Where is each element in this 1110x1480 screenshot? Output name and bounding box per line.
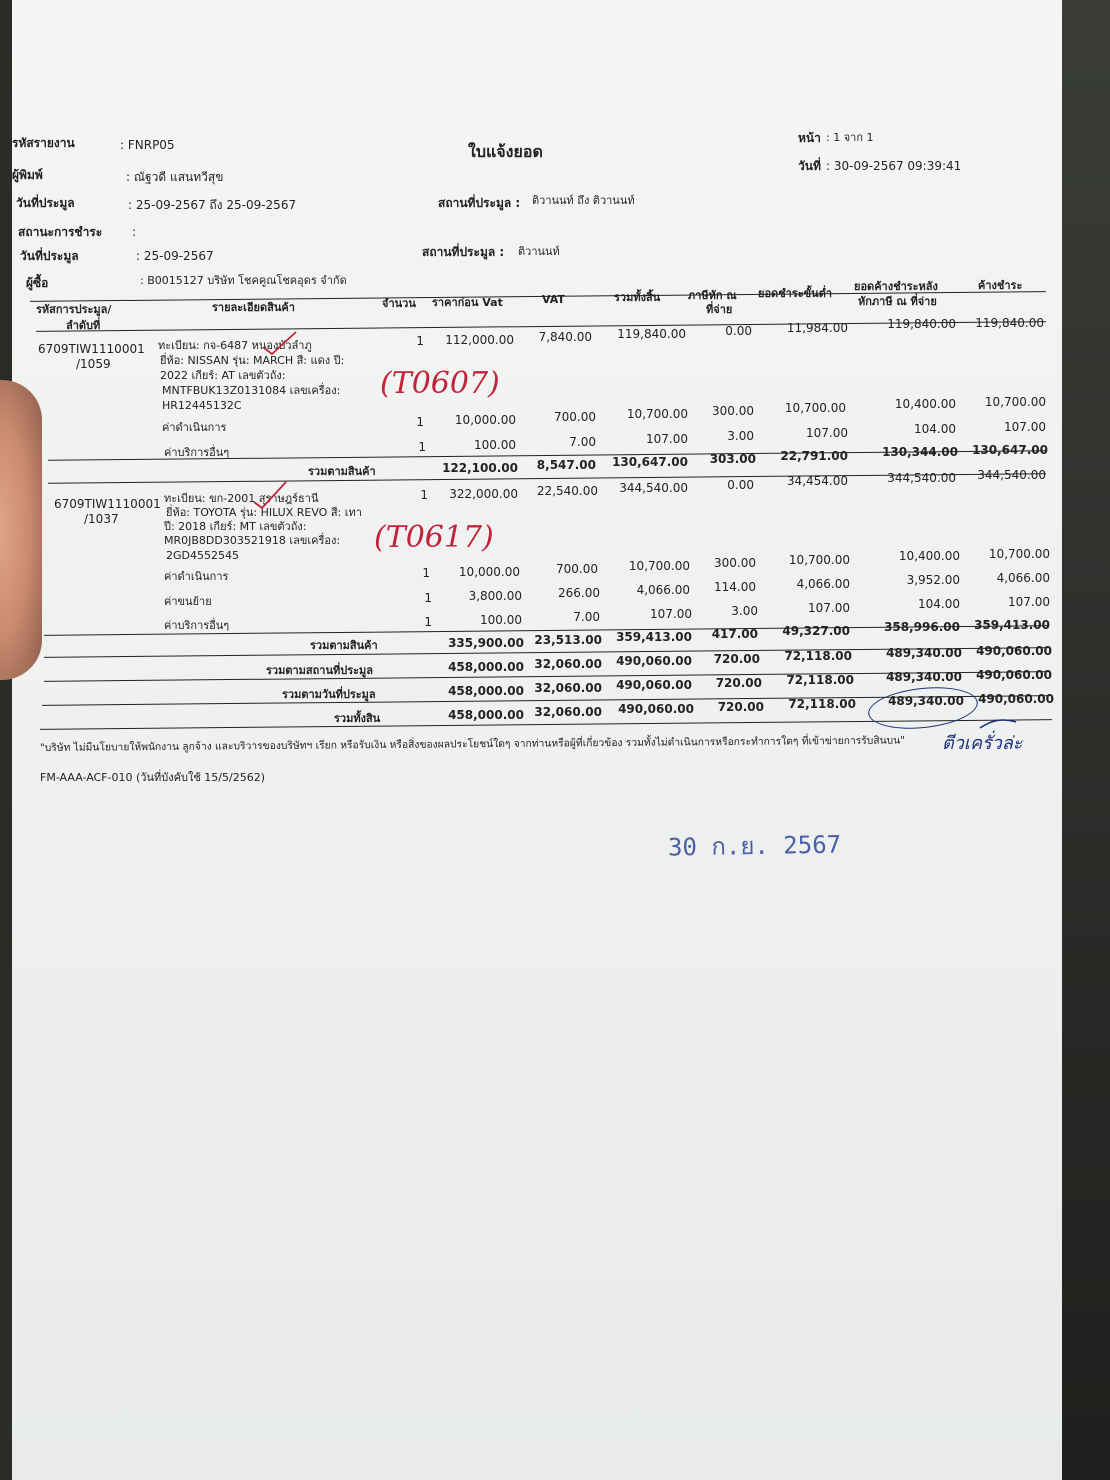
venue-total-due: 490,060.00 xyxy=(976,644,1052,658)
form-code: FM-AAA-ACF-010 (วันที่บังคับใช้ 15/5/2562) xyxy=(40,771,265,784)
lot2-fee1-after: 10,400.00 xyxy=(898,549,960,563)
lot1-fee1-vat: 700.00 xyxy=(554,410,596,424)
col-vat: VAT xyxy=(542,293,565,306)
lot1-due: 119,840.00 xyxy=(975,316,1044,330)
lot2-desc4: MR0JB8DD303521918 เลขเครื่อง: xyxy=(164,534,341,547)
lot1-desc4: MNTFBUK13Z0131084 เลขเครื่อง: xyxy=(162,384,341,397)
lot2-fee2-wht: 114.00 xyxy=(714,580,756,594)
grand-total-after: 489,340.00 xyxy=(888,694,964,708)
lot2-fee1-qty: 1 xyxy=(422,566,430,580)
lot1-fee1-label: ค่าดำเนินการ xyxy=(162,421,227,434)
lot2-fee2-qty: 1 xyxy=(424,591,432,605)
lot2-fee3-vat: 7.00 xyxy=(573,610,600,624)
lot2-sum-wht: 417.00 xyxy=(711,627,758,641)
date-stamp: 30 ก.ย. 2567 xyxy=(667,830,842,862)
venue-total-total: 490,060.00 xyxy=(616,654,692,668)
lot1-vat: 7,840.00 xyxy=(538,330,592,344)
lot2-vat: 22,540.00 xyxy=(536,484,598,498)
lot2-fee2-price: 3,800.00 xyxy=(468,589,522,603)
lot2-fee3-due: 107.00 xyxy=(1008,595,1050,609)
lot1-fee2-after: 104.00 xyxy=(914,422,956,436)
col-price: ราคาก่อน Vat xyxy=(432,296,503,309)
lot2-fee2-vat: 266.00 xyxy=(558,586,600,600)
lot1-desc5: HR12445132C xyxy=(162,399,242,412)
date-total-total: 490,060.00 xyxy=(616,678,692,692)
lot2-fee3-min: 107.00 xyxy=(808,601,850,615)
grand-total-due: 490,060.00 xyxy=(978,692,1054,706)
lot1-fee2-qty: 1 xyxy=(418,440,426,454)
auction-date2-label: วันที่ประมูล xyxy=(20,249,79,263)
lot2-desc1: ทะเบียน: ขก-2001 สุราษฎร์ธานี xyxy=(164,492,319,505)
lot2-fee1-vat: 700.00 xyxy=(556,562,598,576)
lot1-fee2-min: 107.00 xyxy=(806,426,848,440)
lot2-desc3: ปี: 2018 เกียร์: MT เลขตัวถัง: xyxy=(164,520,307,533)
lot1-sum-min: 22,791.00 xyxy=(780,449,848,463)
venue-value: ติวานนท์ ถึง ติวานนท์ xyxy=(532,194,635,207)
lot1-sum-total: 130,647.00 xyxy=(612,455,688,469)
venue-total-wht: 720.00 xyxy=(713,652,760,666)
lot2-fee3-wht: 3.00 xyxy=(731,604,758,618)
grand-total-min: 72,118.00 xyxy=(788,697,856,711)
lot1-sum-label: รวมตามสินค้า xyxy=(308,465,376,478)
lot1-sum-wht: 303.00 xyxy=(709,452,756,466)
page-title: ใบแจ้งยอด xyxy=(468,142,543,161)
lot1-fee2-price: 100.00 xyxy=(474,438,516,452)
statement-paper xyxy=(12,0,1062,1480)
lot1-sum-due: 130,647.00 xyxy=(972,443,1048,457)
lot2-fee1-price: 10,000.00 xyxy=(458,565,520,579)
payment-status-value: : xyxy=(132,225,137,239)
printer-label: ผู้พิมพ์ xyxy=(12,168,43,182)
lot2-fee1-total: 10,700.00 xyxy=(628,559,690,573)
venue-total-price: 458,000.00 xyxy=(448,660,524,674)
venue-label: สถานที่ประมูล : xyxy=(438,196,521,210)
lot1-fee1-price: 10,000.00 xyxy=(454,413,516,427)
red-checkmark-2 xyxy=(252,480,288,510)
handwritten-lot1-code: (T0607) xyxy=(380,366,500,401)
policy-note: "บริษัท ไม่มีนโยบายให้พนักงาน ลูกจ้าง และบริวารของบริษัทฯ เรียก หรือรับเงิน หรือสิ่งของผลประโยชน์ใดๆ จากท่านหรือผู้ที่เกี่ยวข้อง รวมทั้งไม่ดำเนินการหรือกระทำการใดๆ ที่เข้าข่ายการรับสินบน" xyxy=(39,734,905,754)
thumb xyxy=(0,380,42,680)
lot1-after: 119,840.00 xyxy=(887,317,956,331)
lot1-sum-after: 130,344.00 xyxy=(882,445,958,459)
col-total: รวมทั้งสิ้น xyxy=(614,291,661,304)
venue-total-min: 72,118.00 xyxy=(784,649,852,663)
lot2-fee1-wht: 300.00 xyxy=(714,556,756,570)
lot2-fee1-min: 10,700.00 xyxy=(788,553,850,567)
col-after2: หักภาษี ณ ที่จ่าย xyxy=(858,295,937,308)
date-total-due: 490,060.00 xyxy=(976,668,1052,682)
lot1-fee1-min: 10,700.00 xyxy=(784,401,846,415)
lot2-fee3-label: ค่าบริการอื่นๆ xyxy=(164,619,230,632)
lot2-sum-vat: 23,513.00 xyxy=(534,633,602,647)
lot2-fee2-after: 3,952.00 xyxy=(906,573,960,587)
lot2-after: 344,540.00 xyxy=(887,471,956,485)
page-label: หน้า xyxy=(798,131,821,145)
report-code-value: : FNRP05 xyxy=(120,138,175,152)
lot1-code: 6709TIW1110001 xyxy=(38,342,145,356)
circled-amount xyxy=(866,682,980,733)
col-code2: ลำดับที่ xyxy=(66,319,101,332)
lot2-fee1-due: 10,700.00 xyxy=(988,547,1050,561)
handwritten-lot2-code: (T0617) xyxy=(374,520,494,555)
venue-total-label: รวมตามสถานที่ประมูล xyxy=(266,664,374,677)
print-date-label: วันที่ xyxy=(798,159,821,173)
lot2-sum-due: 359,413.00 xyxy=(974,618,1050,632)
lot1-fee1-wht: 300.00 xyxy=(712,404,754,418)
grand-total-total: 490,060.00 xyxy=(618,702,694,716)
handwritten-note: ตีวเครั่วล่ะ xyxy=(942,733,1023,754)
lot2-sum-price: 335,900.00 xyxy=(448,636,524,650)
lot2-fee1-label: ค่าดำเนินการ xyxy=(164,570,229,583)
lot2-code: 6709TIW1110001 xyxy=(54,497,161,511)
col-code: รหัสการประมูล/ xyxy=(36,303,112,316)
lot1-sum-vat: 8,547.00 xyxy=(536,458,596,472)
lot1-seq: /1059 xyxy=(76,357,111,371)
payment-status-label: สถานะการชำระ xyxy=(18,225,103,239)
lot1-fee2-wht: 3.00 xyxy=(727,429,754,443)
grand-total-price: 458,000.00 xyxy=(448,708,524,722)
lot2-fee3-price: 100.00 xyxy=(480,613,522,627)
lot1-fee1-total: 10,700.00 xyxy=(626,407,688,421)
date-total-after: 489,340.00 xyxy=(886,670,962,684)
lot2-seq: /1037 xyxy=(84,512,119,526)
lot1-fee1-qty: 1 xyxy=(416,415,424,429)
col-qty: จำนวน xyxy=(382,297,416,310)
lot2-fee2-label: ค่าขนย้าย xyxy=(164,595,212,608)
printer-value: : ณัฐวดี แสนทวีสุข xyxy=(126,170,224,184)
auction-date-value: : 25-09-2567 ถึง 25-09-2567 xyxy=(128,198,297,212)
date-total-vat: 32,060.00 xyxy=(534,681,602,695)
lot2-fee2-total: 4,066.00 xyxy=(636,583,690,597)
auction-date-label: วันที่ประมูล xyxy=(16,196,75,210)
lot1-desc2: ยี่ห้อ: NISSAN รุ่น: MARCH สี: แดง ปี: xyxy=(160,354,345,367)
lot1-fee2-total: 107.00 xyxy=(646,432,688,446)
buyer-value: : B0015127 บริษัท โชคคูณโชคอุดร จำกัด xyxy=(140,274,347,287)
lot2-sum-min: 49,327.00 xyxy=(782,624,850,638)
lot1-total: 119,840.00 xyxy=(617,327,686,341)
lot1-desc1: ทะเบียน: กจ-6487 หนองบัวลำภู xyxy=(158,339,312,352)
col-detail: รายละเอียดสินค้า xyxy=(212,301,295,314)
date-total-wht: 720.00 xyxy=(715,676,762,690)
grand-total-label: รวมทั้งสิน xyxy=(334,712,381,725)
grand-total-vat: 32,060.00 xyxy=(534,705,602,719)
col-min: ยอดชำระขั้นต่ำ xyxy=(758,287,833,300)
lot2-sum-after: 358,996.00 xyxy=(884,620,960,634)
lot2-fee3-total: 107.00 xyxy=(650,607,692,621)
lot1-price: 112,000.00 xyxy=(445,333,514,347)
date-total-price: 458,000.00 xyxy=(448,684,524,698)
date-total-min: 72,118.00 xyxy=(786,673,854,687)
lot2-desc2: ยี่ห้อ: TOYOTA รุ่น: HILUX REVO สี: เทา xyxy=(166,506,362,519)
venue2-value: ติวานนท์ xyxy=(518,245,560,258)
lot1-fee1-due: 10,700.00 xyxy=(984,395,1046,409)
lot2-desc5: 2GD4552545 xyxy=(166,549,239,562)
lot1-desc3: 2022 เกียร์: AT เลขตัวถัง: xyxy=(160,369,286,382)
red-checkmark-1 xyxy=(262,330,298,356)
lot1-fee2-vat: 7.00 xyxy=(569,435,596,449)
page-value: : 1 จาก 1 xyxy=(826,131,874,144)
grand-total-wht: 720.00 xyxy=(717,700,764,714)
lot1-fee2-label: ค่าบริการอื่นๆ xyxy=(164,446,230,459)
lot2-sum-label: รวมตามสินค้า xyxy=(310,639,378,652)
venue2-label: สถานที่ประมูล : xyxy=(422,245,505,259)
venue-total-after: 489,340.00 xyxy=(886,646,962,660)
lot2-fee3-qty: 1 xyxy=(424,615,432,629)
col-after: ยอดค้างชำระหลัง xyxy=(854,280,938,293)
lot2-wht: 0.00 xyxy=(727,478,754,492)
report-code-label: รหัสรายงาน xyxy=(12,136,75,150)
lot2-sum-total: 359,413.00 xyxy=(616,630,692,644)
lot2-min: 34,454.00 xyxy=(786,474,848,488)
lot2-qty: 1 xyxy=(420,488,428,502)
lot2-price: 322,000.00 xyxy=(449,487,518,501)
lot1-sum-price: 122,100.00 xyxy=(442,461,518,475)
venue-total-vat: 32,060.00 xyxy=(534,657,602,671)
lot1-wht: 0.00 xyxy=(725,324,752,338)
buyer-label: ผู้ซื้อ xyxy=(26,276,49,290)
lot2-fee2-due: 4,066.00 xyxy=(996,571,1050,585)
col-due: ค้างชำระ xyxy=(978,279,1023,292)
lot1-min: 11,984.00 xyxy=(786,321,848,335)
lot2-fee3-after: 104.00 xyxy=(918,597,960,611)
col-wht2: ที่จ่าย xyxy=(706,303,733,316)
lot1-fee2-due: 107.00 xyxy=(1004,420,1046,434)
lot2-due: 344,540.00 xyxy=(977,468,1046,482)
col-wht: ภาษีหัก ณ xyxy=(688,289,737,302)
print-date-value: : 30-09-2567 09:39:41 xyxy=(826,159,962,173)
lot1-fee1-after: 10,400.00 xyxy=(894,397,956,411)
lot2-total: 344,540.00 xyxy=(619,481,688,495)
auction-date2-value: : 25-09-2567 xyxy=(136,249,214,263)
lot1-qty: 1 xyxy=(416,334,424,348)
lot2-fee2-min: 4,066.00 xyxy=(796,577,850,591)
date-total-label: รวมตามวันที่ประมูล xyxy=(282,688,376,701)
